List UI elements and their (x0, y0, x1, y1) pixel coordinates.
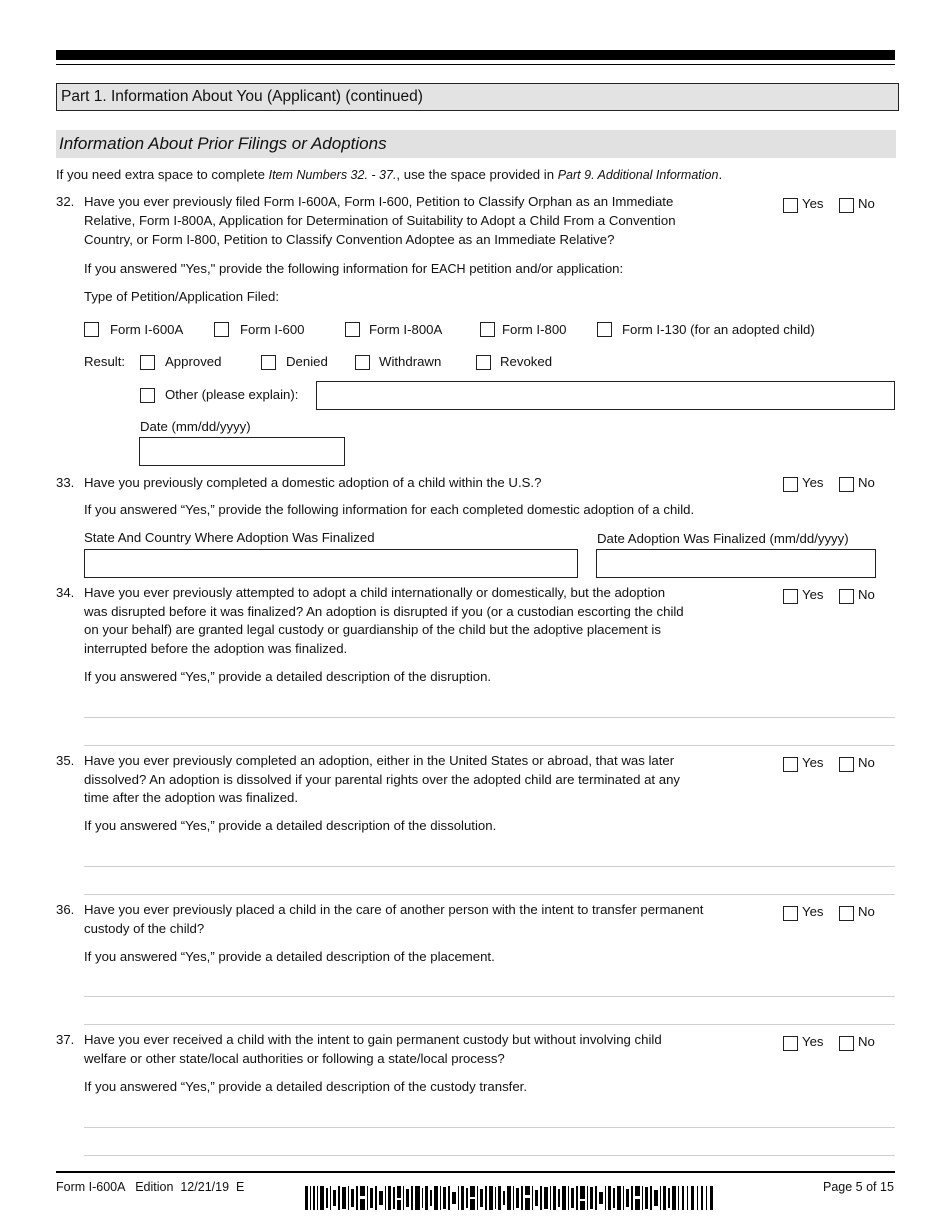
q32-result-approved-checkbox[interactable] (140, 355, 155, 370)
q33-number: 33. (56, 475, 75, 490)
q33-question: Have you previously completed a domestic adoption of a child within the U.S.? (84, 475, 542, 490)
q32-type-label: Type of Petition/Application Filed: (84, 289, 279, 304)
q32-type-i800a-label: Form I-800A (369, 322, 443, 337)
q35-yes-checkbox[interactable] (783, 757, 798, 772)
top-rule-thin (56, 64, 895, 65)
q37-no-checkbox[interactable] (839, 1036, 854, 1051)
q35-no-label: No (858, 755, 875, 770)
q36-yes-label: Yes (802, 904, 824, 919)
q36-number: 36. (56, 902, 75, 917)
q36-followup: If you answered “Yes,” provide a detailed description of the placement. (84, 949, 495, 964)
footer-page-number: Page 5 of 15 (823, 1180, 894, 1194)
q32-result-other-checkbox[interactable] (140, 388, 155, 403)
q32-type-i600-checkbox[interactable] (214, 322, 229, 337)
q33-no-label: No (858, 475, 875, 490)
q37-yes-label: Yes (802, 1034, 824, 1049)
q34-answer-line[interactable] (84, 717, 895, 718)
barcode-icon (305, 1186, 713, 1210)
q32-date-label: Date (mm/dd/yyyy) (140, 419, 251, 434)
q35-answer-line[interactable] (84, 866, 895, 867)
q32-type-i800-checkbox[interactable] (480, 322, 495, 337)
q32-result-denied-checkbox[interactable] (261, 355, 276, 370)
top-rule-thick (56, 50, 895, 60)
q33-date-label: Date Adoption Was Finalized (mm/dd/yyyy) (597, 531, 849, 546)
q32-no-label: No (858, 196, 875, 211)
q34-question-line3: on your behalf) are granted legal custody or guardianship of the child but the adoptive placement is (84, 622, 661, 637)
q35-question-line3: time after the adoption was finalized. (84, 790, 299, 805)
q37-yes-checkbox[interactable] (783, 1036, 798, 1051)
q34-no-checkbox[interactable] (839, 589, 854, 604)
q32-yes-checkbox[interactable] (783, 198, 798, 213)
q37-answer-line[interactable] (84, 1127, 895, 1128)
q35-followup: If you answered “Yes,” provide a detailed description of the dissolution. (84, 818, 497, 833)
q32-followup: If you answered "Yes," provide the following information for EACH petition and/or application: (84, 261, 624, 276)
q35-question-line1: Have you ever previously completed an adoption, either in the United States or abroad, that was later (84, 753, 675, 768)
q36-no-label: No (858, 904, 875, 919)
q33-state-label: State And Country Where Adoption Was Finalized (84, 530, 375, 545)
q32-type-i600-label: Form I-600 (240, 322, 305, 337)
q32-question-line3: Country, or Form I-800, Petition to Classify Convention Adoptee as an Immediate Relative? (84, 232, 615, 247)
q32-type-i130-label: Form I-130 (for an adopted child) (622, 322, 815, 337)
q32-result-denied-label: Denied (286, 354, 328, 369)
q36-yes-checkbox[interactable] (783, 906, 798, 921)
q32-question-line1: Have you ever previously filed Form I-600A, Form I-600, Petition to Classify Orphan as an Immediate (84, 194, 674, 209)
q33-yes-label: Yes (802, 475, 824, 490)
q34-yes-label: Yes (802, 587, 824, 602)
q36-no-checkbox[interactable] (839, 906, 854, 921)
q36-question-line2: custody of the child? (84, 921, 205, 936)
q35-question-line2: dissolved? An adoption is dissolved if your parental rights over the adopted child are terminated at any (84, 772, 680, 787)
q34-no-label: No (858, 587, 875, 602)
q35-yes-label: Yes (802, 755, 824, 770)
q32-result-withdrawn-checkbox[interactable] (355, 355, 370, 370)
q33-no-checkbox[interactable] (839, 477, 854, 492)
q32-result-approved-label: Approved (165, 354, 222, 369)
q32-other-label: Other (please explain): (165, 387, 299, 402)
intro-text: If you need extra space to complete Item Numbers 32. - 37., use the space provided in Part 9. Additional Information. (56, 167, 723, 182)
q37-no-label: No (858, 1034, 875, 1049)
q34-question-line4: interrupted before the adoption was finalized. (84, 641, 348, 656)
q34-question-line2: was disrupted before it was finalized? An adoption is disrupted if you (or a custodian escorting the child (84, 604, 684, 619)
section-title: Information About Prior Filings or Adoptions (56, 130, 896, 158)
q33-date-field[interactable] (596, 549, 876, 578)
q34-answer-line-2[interactable] (84, 745, 895, 746)
q32-no-checkbox[interactable] (839, 198, 854, 213)
q33-state-country-field[interactable] (84, 549, 578, 578)
q32-number: 32. (56, 194, 75, 209)
q37-question-line1: Have you ever received a child with the intent to gain permanent custody but without involving child (84, 1032, 662, 1047)
q32-type-i800-label: Form I-800 (502, 322, 567, 337)
q33-yes-checkbox[interactable] (783, 477, 798, 492)
q34-yes-checkbox[interactable] (783, 589, 798, 604)
part-title: Part 1. Information About You (Applicant) (continued) (56, 83, 899, 111)
q34-number: 34. (56, 585, 75, 600)
q32-result-revoked-label: Revoked (500, 354, 553, 369)
q32-type-i600a-label: Form I-600A (110, 322, 184, 337)
q32-other-explain-field[interactable] (316, 381, 895, 410)
q32-type-i130-checkbox[interactable] (597, 322, 612, 337)
q37-number: 37. (56, 1032, 75, 1047)
q34-question-line1: Have you ever previously attempted to adopt a child internationally or domestically, but the adoption (84, 585, 666, 600)
q37-followup: If you answered “Yes,” provide a detailed description of the custody transfer. (84, 1079, 528, 1094)
q32-type-i600a-checkbox[interactable] (84, 322, 99, 337)
q36-answer-line-2[interactable] (84, 1024, 895, 1025)
q32-result-withdrawn-label: Withdrawn (379, 354, 442, 369)
q32-date-field[interactable] (139, 437, 345, 466)
footer-form-id: Form I-600A Edition 12/21/19 E (56, 1180, 245, 1194)
q32-yes-label: Yes (802, 196, 824, 211)
q32-question-line2: Relative, Form I-800A, Application for Determination of Suitability to Adopt a Child From a Convention (84, 213, 676, 228)
q34-followup: If you answered “Yes,” provide a detailed description of the disruption. (84, 669, 492, 684)
q36-answer-line[interactable] (84, 996, 895, 997)
q32-result-label: Result: (84, 354, 126, 369)
q37-answer-line-2[interactable] (84, 1155, 895, 1156)
q37-question-line2: welfare or other state/local authorities or following a state/local process? (84, 1051, 505, 1066)
q35-answer-line-2[interactable] (84, 894, 895, 895)
q35-number: 35. (56, 753, 75, 768)
q32-result-revoked-checkbox[interactable] (476, 355, 491, 370)
q36-question-line1: Have you ever previously placed a child in the care of another person with the intent to transfer permanent (84, 902, 704, 917)
q32-type-i800a-checkbox[interactable] (345, 322, 360, 337)
q33-followup: If you answered “Yes,” provide the following information for each completed domestic adoption of a child. (84, 502, 695, 517)
q35-no-checkbox[interactable] (839, 757, 854, 772)
footer-rule (56, 1171, 895, 1173)
